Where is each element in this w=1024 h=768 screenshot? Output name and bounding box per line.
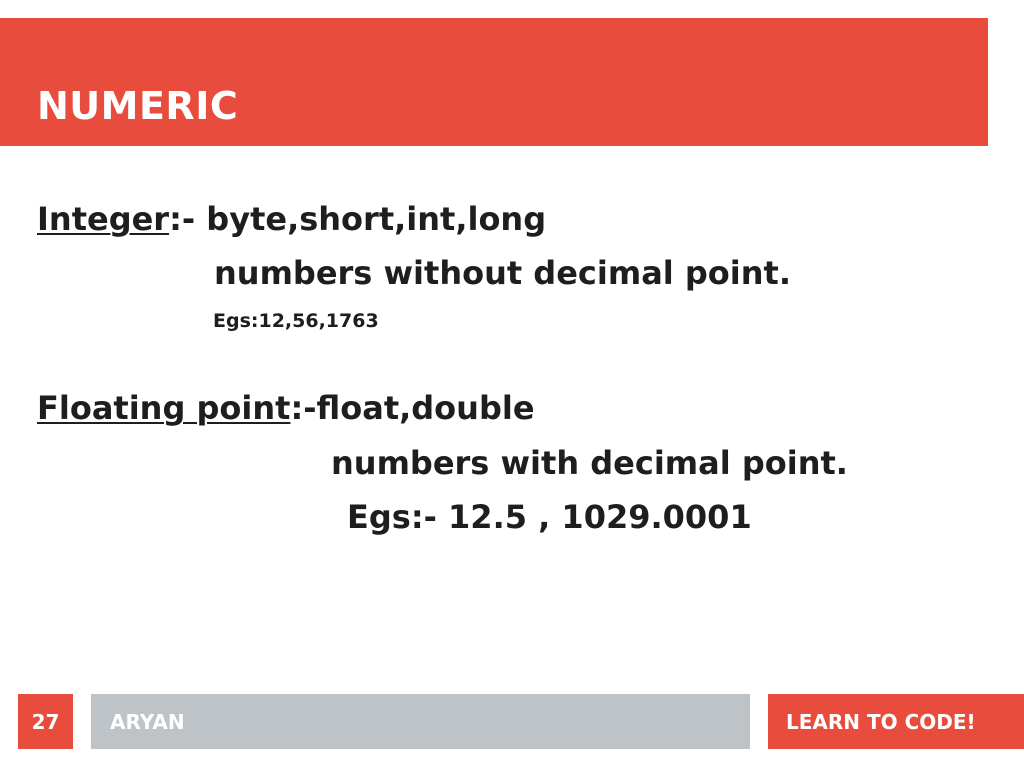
floating-term: Floating point bbox=[37, 389, 291, 427]
footer-tagline bbox=[768, 694, 1024, 749]
integer-types-line bbox=[37, 200, 546, 238]
integer-description: numbers without decimal point. bbox=[214, 254, 791, 292]
footer-author bbox=[91, 694, 750, 749]
tagline-text: LEARN TO CODE! bbox=[786, 709, 976, 734]
slide-title: NUMERIC bbox=[37, 84, 239, 128]
floating-types-line bbox=[37, 389, 535, 427]
floating-examples: Egs:- 12.5 , 1029.0001 bbox=[347, 498, 752, 536]
integer-term: Integer bbox=[37, 200, 170, 238]
floating-description: numbers with decimal point. bbox=[331, 444, 848, 482]
integer-types: :- byte,short,int,long bbox=[169, 200, 547, 238]
page-number: 27 bbox=[18, 694, 73, 749]
integer-examples: Egs:12,56,1763 bbox=[213, 310, 379, 332]
author-name: ARYAN bbox=[110, 709, 185, 734]
floating-types: :-float,double bbox=[290, 389, 535, 427]
